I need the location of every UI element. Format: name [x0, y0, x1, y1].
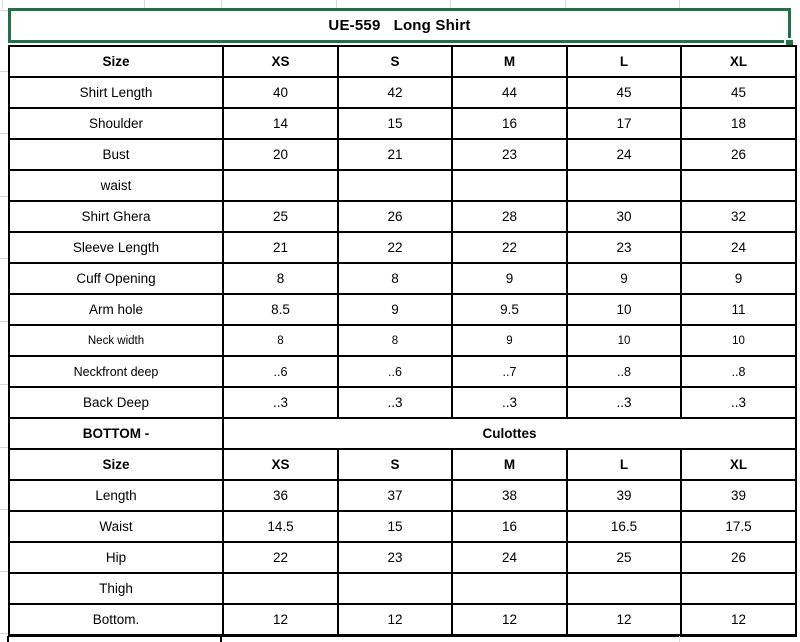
cell[interactable]: 25	[567, 542, 681, 573]
header-cell[interactable]: M	[452, 46, 567, 77]
gridline	[0, 71, 8, 72]
cell[interactable]: 24	[681, 232, 796, 263]
row-label-cell[interactable]: Shoulder	[9, 108, 223, 139]
table-row	[9, 170, 796, 201]
cell[interactable]: 16.5	[567, 511, 681, 542]
cell[interactable]: 16	[452, 511, 567, 542]
selected-cell-range[interactable]	[8, 8, 791, 43]
row-label-cell[interactable]: Sleeve Length	[9, 232, 223, 263]
table-row	[9, 511, 796, 542]
table-row	[9, 573, 796, 604]
cell[interactable]: ..6	[338, 356, 452, 387]
cell[interactable]: 45	[567, 77, 681, 108]
table-row	[9, 604, 796, 636]
row-label-cell[interactable]: Bust	[9, 139, 223, 170]
gridline	[0, 447, 8, 448]
cell[interactable]	[223, 573, 338, 604]
cutoff-row-border	[7, 636, 9, 642]
table-row	[9, 108, 796, 139]
row-label-cell[interactable]: Neckfront deep	[9, 356, 223, 387]
cell[interactable]: 18	[681, 108, 796, 139]
cell[interactable]: 23	[567, 232, 681, 263]
cell[interactable]: 39	[681, 480, 796, 511]
table-row	[9, 263, 796, 294]
cell[interactable]: 11	[681, 294, 796, 325]
cell[interactable]: 30	[567, 201, 681, 232]
cell[interactable]	[567, 573, 681, 604]
cell[interactable]	[681, 573, 796, 604]
cell[interactable]: 39	[567, 480, 681, 511]
cell[interactable]: 28	[452, 201, 567, 232]
cell[interactable]: 9.5	[452, 294, 567, 325]
cell[interactable]: 10	[567, 294, 681, 325]
cell[interactable]: 22	[452, 232, 567, 263]
cell[interactable]: 12	[681, 604, 796, 636]
cell[interactable]: 23	[452, 139, 567, 170]
cell[interactable]: 26	[681, 139, 796, 170]
row-label-cell[interactable]: Shirt Ghera	[9, 201, 223, 232]
cell[interactable]: 9	[338, 294, 452, 325]
cell[interactable]: 9	[567, 263, 681, 294]
gridline	[0, 133, 8, 134]
cell[interactable]: ..3	[681, 387, 796, 418]
bottom-section-row	[9, 418, 796, 449]
row-label-cell[interactable]: Waist	[9, 511, 223, 542]
cell[interactable]: 22	[338, 232, 452, 263]
cell[interactable]: 26	[681, 542, 796, 573]
header-cell[interactable]: L	[567, 449, 681, 480]
cell[interactable]: ..7	[452, 356, 567, 387]
cutoff-row-border	[220, 636, 222, 642]
cell[interactable]: 24	[567, 139, 681, 170]
row-label-cell[interactable]: Thigh	[9, 573, 223, 604]
gridline	[0, 509, 8, 510]
cell[interactable]	[338, 573, 452, 604]
cell[interactable]: 12	[567, 604, 681, 636]
header-cell[interactable]: XS	[223, 449, 338, 480]
header-cell[interactable]: S	[338, 46, 452, 77]
cell[interactable]: 23	[338, 542, 452, 573]
cell[interactable]: 45	[681, 77, 796, 108]
shirt-header-row	[9, 46, 796, 77]
cell[interactable]: 12	[452, 604, 567, 636]
row-label-cell[interactable]: Arm hole	[9, 294, 223, 325]
gridline	[0, 258, 8, 259]
cell[interactable]: ..3	[338, 387, 452, 418]
section-value-cell[interactable]: Culottes	[223, 418, 796, 449]
cell[interactable]: ..6	[223, 356, 338, 387]
size-chart-table	[8, 45, 797, 637]
cell[interactable]: 10	[567, 325, 681, 356]
cell[interactable]: 42	[338, 77, 452, 108]
bottom-header-row	[9, 449, 796, 480]
cell[interactable]: 20	[223, 139, 338, 170]
row-label-cell[interactable]: Length	[9, 480, 223, 511]
cell[interactable]: 32	[681, 201, 796, 232]
cell[interactable]: ..3	[223, 387, 338, 418]
header-cell[interactable]: Size	[9, 449, 223, 480]
gridline	[0, 633, 8, 634]
cell[interactable]: 24	[452, 542, 567, 573]
row-label-cell[interactable]: Cuff Opening	[9, 263, 223, 294]
header-cell[interactable]: XS	[223, 46, 338, 77]
cell[interactable]: 8	[338, 263, 452, 294]
cell[interactable]: ..8	[567, 356, 681, 387]
table-row	[9, 201, 796, 232]
cell[interactable]	[338, 170, 452, 201]
table-row	[9, 356, 796, 387]
cell[interactable]: 8	[223, 263, 338, 294]
row-label-cell[interactable]: waist	[9, 170, 223, 201]
cell[interactable]: ..3	[452, 387, 567, 418]
table-row	[9, 387, 796, 418]
cell[interactable]: ..3	[567, 387, 681, 418]
row-label-cell[interactable]: Shirt Length	[9, 77, 223, 108]
cell[interactable]: 8.5	[223, 294, 338, 325]
cell[interactable]: 44	[452, 77, 567, 108]
gridline	[679, 636, 680, 642]
cell[interactable]: ..8	[681, 356, 796, 387]
gridline	[0, 321, 8, 322]
gridline	[0, 10, 8, 11]
cell[interactable]: 9	[452, 325, 567, 356]
cell[interactable]: 37	[338, 480, 452, 511]
cell[interactable]	[223, 170, 338, 201]
cell[interactable]: 36	[223, 480, 338, 511]
gridline	[0, 196, 8, 197]
row-label-cell[interactable]: Neck width	[9, 325, 223, 356]
cell[interactable]: 14.5	[223, 511, 338, 542]
section-label-cell[interactable]: BOTTOM -	[9, 418, 223, 449]
table-row	[9, 294, 796, 325]
cell[interactable]: 17	[567, 108, 681, 139]
cell[interactable]: 17.5	[681, 511, 796, 542]
cell[interactable]: 12	[338, 604, 452, 636]
table-row	[9, 139, 796, 170]
cell[interactable]: 14	[223, 108, 338, 139]
cell[interactable]: 21	[338, 139, 452, 170]
header-cell[interactable]: XL	[681, 46, 796, 77]
cell[interactable]: 38	[452, 480, 567, 511]
cell[interactable]: 15	[338, 511, 452, 542]
cell[interactable]	[452, 170, 567, 201]
page-title[interactable]: UE-559 Long Shirt	[328, 17, 471, 34]
gridline	[0, 384, 8, 385]
cell[interactable]: 22	[223, 542, 338, 573]
cell[interactable]	[681, 170, 796, 201]
cell[interactable]: 40	[223, 77, 338, 108]
row-label-cell[interactable]: Back Deep	[9, 387, 223, 418]
header-cell[interactable]: Size	[9, 46, 223, 77]
header-cell[interactable]: XL	[681, 449, 796, 480]
header-cell[interactable]: S	[338, 449, 452, 480]
table-row	[9, 232, 796, 263]
table-row	[9, 77, 796, 108]
cell[interactable]: 9	[452, 263, 567, 294]
cell[interactable]: 21	[223, 232, 338, 263]
cell[interactable]	[452, 573, 567, 604]
gridline	[2, 0, 3, 9]
table-row	[9, 325, 796, 356]
cell[interactable]: 9	[681, 263, 796, 294]
row-label-cell[interactable]: Bottom.	[9, 604, 223, 636]
cell[interactable]: 8	[223, 325, 338, 356]
table-row	[9, 542, 796, 573]
cell[interactable]: 12	[223, 604, 338, 636]
header-cell[interactable]: L	[567, 46, 681, 77]
cell[interactable]: 16	[452, 108, 567, 139]
table-row	[9, 480, 796, 511]
cell[interactable]: 10	[681, 325, 796, 356]
cell[interactable]: 8	[338, 325, 452, 356]
gridline	[0, 571, 8, 572]
cell[interactable]: 15	[338, 108, 452, 139]
cell[interactable]: 26	[338, 201, 452, 232]
row-label-cell[interactable]: Hip	[9, 542, 223, 573]
header-cell[interactable]: M	[452, 449, 567, 480]
cell[interactable]: 25	[223, 201, 338, 232]
cell[interactable]	[567, 170, 681, 201]
